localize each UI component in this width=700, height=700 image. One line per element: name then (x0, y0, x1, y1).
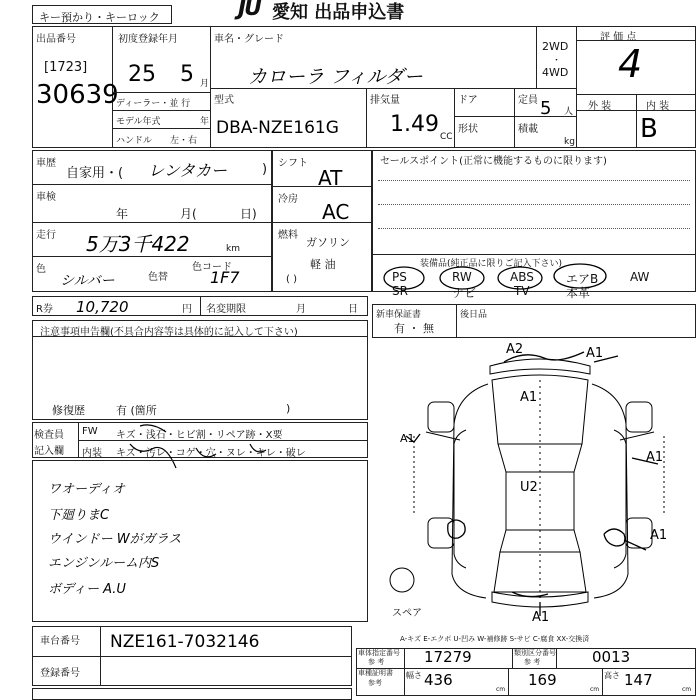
chassis-value: NZE161-7032146 (110, 632, 260, 652)
aircon-label: 冷房 (278, 194, 298, 205)
remark-1: ワオーディオ (48, 482, 125, 497)
wd-4: 4WD (542, 66, 569, 79)
inspector-int-label: 内装 (82, 448, 102, 459)
damage-mark-hood: A1 (520, 390, 538, 405)
reg-number-label: 登録番号 (40, 668, 80, 679)
usage-label: 車歴 (36, 158, 56, 169)
color-change-label: 色替 (148, 272, 168, 283)
remark-4: エンジンルーム内S (48, 556, 160, 571)
recycle-value: 10,720 (76, 298, 129, 316)
rep-value: 17279 (424, 648, 472, 666)
recycle-label: R券 (36, 304, 53, 315)
repair-value: 有 (箇所 (116, 404, 157, 417)
notes-label: 注意事項申告欄(不具合内容等は具体的に記入して下さい) (40, 327, 298, 338)
equip-abs: ABS (510, 270, 534, 284)
aircon-value: AC (322, 200, 350, 224)
fuel-gasoline: ガソリン (306, 236, 350, 249)
displacement-value: 1.49 (390, 112, 439, 137)
first-reg-year: 25 (128, 62, 156, 87)
load-unit: kg (564, 137, 575, 147)
rating-score: 4 (618, 42, 643, 86)
chassis-label: 車台番号 (40, 636, 80, 647)
repair-close: ) (286, 402, 291, 415)
inspection-month-unit: 月( (180, 207, 197, 221)
capacity-value: 5 (540, 98, 552, 119)
wd-sep: ・ (552, 56, 562, 66)
equip-airbag: エアB (566, 272, 599, 286)
first-reg-month-unit: 月 (200, 79, 210, 89)
damage-mark-front-right: A1 (586, 346, 604, 361)
rep-label: 車体指定番号 (358, 649, 400, 657)
color-code-value: 1F7 (210, 268, 240, 287)
usage-value: レンタカー (148, 161, 227, 180)
inspection-label: 車検 (36, 192, 56, 203)
form-title: 愛知 出品申込書 (272, 2, 405, 23)
damage-mark-front: A2 (506, 342, 524, 357)
shift-label: シフト (278, 158, 308, 169)
model-value: DBA-NZE161G (216, 118, 339, 138)
fuel-label: 燃料 (278, 230, 298, 241)
recycle-unit: 円 (182, 304, 192, 315)
bottom-strip (32, 688, 352, 700)
len-label: 車種証明書 (358, 669, 393, 677)
shift-value: AT (318, 166, 343, 190)
name-change-month: 月 (296, 304, 306, 315)
damage-legend: A-キズ E-エクボ U-凹み W-補修跡 S-サビ C-腐食 XX-交換済 (400, 635, 590, 643)
damage-mark-rear: A1 (532, 610, 550, 625)
handle-label: ハンドル (116, 136, 153, 146)
damage-mark-left: A1 (400, 432, 415, 445)
inspector-label-2: 記入欄 (34, 446, 64, 457)
equip-sr: SR (392, 284, 408, 298)
spare-label: スペア (392, 608, 422, 619)
mileage-label: 走行 (36, 230, 56, 241)
height-unit: cm (682, 686, 692, 693)
equip-navi: ナビ (452, 286, 477, 300)
damage-mark-rear-right: A1 (650, 528, 668, 543)
car-name-value: カローラ フィルダー (248, 66, 423, 88)
exterior-label: 外 装 (588, 101, 612, 112)
ju-logo: JU (238, 0, 261, 21)
door-shape-label: 形状 (458, 124, 478, 135)
damage-mark-roof: U2 (520, 480, 538, 495)
warranty-options: 有 ・ 無 (394, 322, 434, 335)
lot-sub-number: [1723] (44, 60, 88, 75)
first-reg-label: 初度登録年月 (118, 34, 178, 45)
remark-3: ウインドー Wがガラス (48, 532, 182, 547)
model-year-unit: 年 (200, 117, 210, 127)
displacement-label: 排気量 (370, 95, 400, 106)
capacity-unit: 人 (564, 107, 574, 117)
damage-mark-right: A1 (646, 450, 664, 465)
model-year-label: モデル年式 (116, 117, 161, 127)
color-code-label: 色コード (192, 262, 232, 273)
dealer-label: ディーラー・並 行 (116, 99, 191, 109)
inspector-int-items: キズ・汚レ・コゲ・穴・ヌレ・キレ・破レ (116, 448, 306, 459)
color-label: 色 (36, 264, 46, 275)
name-change-day: 日 (348, 304, 358, 315)
fuel-diesel: 軽 油 (310, 258, 336, 271)
capacity-label: 定員 (518, 95, 538, 106)
inspector-label-1: 検査員 (34, 430, 64, 441)
mileage-value: 5万3千422 (86, 232, 190, 256)
name-change-label: 名変期限 (206, 304, 246, 315)
height-label: 高さ (604, 671, 620, 680)
len-value: 436 (424, 671, 453, 689)
equip-leather: 本革 (566, 286, 591, 300)
wd-2: 2WD (542, 40, 569, 53)
width-unit: cm (590, 686, 600, 693)
equip-ps: PS (392, 270, 407, 284)
lot-number: 30639 (36, 80, 119, 110)
len-sub: 参考 (368, 679, 382, 687)
new-car-warranty-label: 新車保証書 (376, 310, 422, 320)
cat-label: 類別区分番号 (514, 649, 556, 657)
mileage-unit: km (226, 244, 240, 254)
sales-point-label: セールスポイント(正常に機能するものに限ります) (380, 156, 607, 167)
car-name-label: 車名・グレード (214, 34, 284, 45)
lot-label: 出品番号 (36, 34, 76, 45)
color-value: シルバー (60, 273, 115, 289)
interior-label: 内 装 (646, 101, 670, 112)
equipment-circles (372, 254, 696, 300)
equip-aw: AW (630, 270, 650, 284)
cat-sub: 参 考 (524, 658, 541, 666)
inspector-ext-items: キズ・浅石・ヒビ割・リペア跡・X要 (116, 430, 283, 441)
post-item-label: 後日品 (460, 310, 488, 320)
first-reg-month: 5 (180, 62, 194, 87)
model-label: 型式 (214, 95, 234, 106)
usage-suffix: ) (262, 162, 268, 177)
key-box-label: キー預かり・キーロック (39, 11, 160, 24)
remark-2: 下廻りまC (48, 508, 110, 523)
door-label: ドア (458, 95, 478, 106)
interior-value: B (640, 114, 658, 144)
displacement-unit: CC (440, 132, 453, 142)
height-value: 147 (624, 671, 653, 689)
len-label-2: 幅さ (406, 671, 422, 680)
equip-rw: RW (452, 270, 472, 284)
key-box (32, 5, 172, 24)
inspector-ext-label: FW (82, 426, 98, 437)
equipment-label: 装備品(純正品に限りご記入下さい) (420, 259, 563, 269)
cat-value: 0013 (592, 648, 631, 666)
rep-sub: 参 考 (368, 658, 385, 666)
len-unit: cm (496, 686, 506, 693)
fuel-other: ( ) (286, 274, 297, 285)
handle-options: 左・右 (170, 136, 198, 146)
repair-label: 修復歴 (52, 404, 85, 417)
inspection-day-unit: 日) (240, 207, 257, 221)
width-value: 169 (528, 671, 557, 689)
inspection-year-unit: 年 (116, 207, 129, 221)
rating-label: 評 価 点 (600, 32, 637, 43)
equip-tv: TV (514, 284, 530, 298)
usage-prefix: 自家用・( (66, 166, 124, 181)
remark-5: ボディー A.U (48, 582, 126, 597)
load-label: 積載 (518, 124, 538, 135)
